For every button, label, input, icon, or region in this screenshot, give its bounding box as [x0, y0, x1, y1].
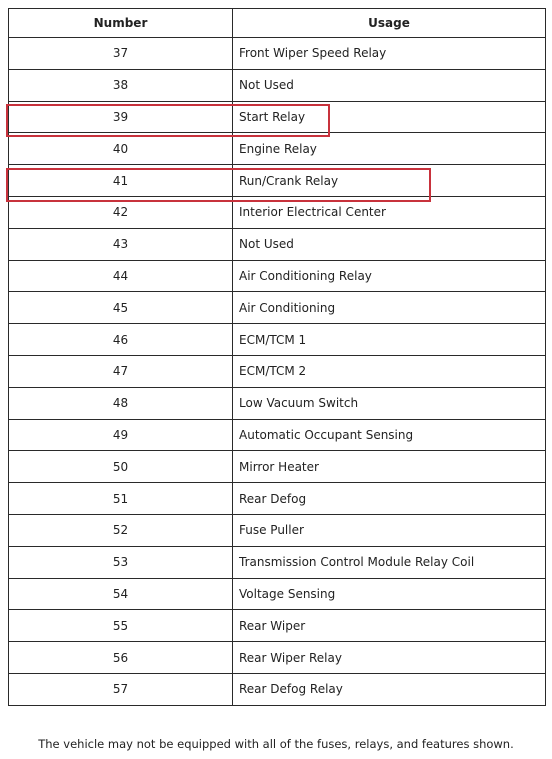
cell-usage: Rear Defog Relay: [233, 673, 546, 705]
table-row: [9, 292, 546, 324]
table-row: [9, 355, 546, 387]
cell-number: 41: [9, 165, 233, 197]
cell-number: 38: [9, 69, 233, 101]
table-row: [9, 228, 546, 260]
footnote: The vehicle may not be equipped with all of the fuses, relays, and features shown.: [38, 737, 514, 751]
table-row: [9, 451, 546, 483]
table-row: [9, 546, 546, 578]
table-row: [9, 324, 546, 356]
cell-usage: Front Wiper Speed Relay: [233, 38, 546, 70]
cell-usage: Rear Wiper Relay: [233, 642, 546, 674]
cell-number: 44: [9, 260, 233, 292]
cell-usage: Not Used: [233, 228, 546, 260]
cell-usage: Air Conditioning: [233, 292, 546, 324]
cell-number: 49: [9, 419, 233, 451]
cell-usage: Engine Relay: [233, 133, 546, 165]
table-row: [9, 673, 546, 705]
cell-number: 54: [9, 578, 233, 610]
table-row: [9, 260, 546, 292]
cell-number: 45: [9, 292, 233, 324]
fuse-relay-table: [8, 8, 546, 706]
table-row: [9, 133, 546, 165]
cell-usage: Fuse Puller: [233, 514, 546, 546]
column-header-usage: Usage: [233, 9, 546, 38]
column-header-number: Number: [9, 9, 233, 38]
cell-number: 51: [9, 483, 233, 515]
cell-number: 39: [9, 101, 233, 133]
cell-usage: Interior Electrical Center: [233, 196, 546, 228]
table-row: [9, 387, 546, 419]
cell-usage: Rear Defog: [233, 483, 546, 515]
cell-number: 50: [9, 451, 233, 483]
table-row: [9, 69, 546, 101]
cell-number: 46: [9, 324, 233, 356]
cell-number: 55: [9, 610, 233, 642]
table-row: [9, 610, 546, 642]
cell-usage: Rear Wiper: [233, 610, 546, 642]
table-row: [9, 196, 546, 228]
table-row: [9, 514, 546, 546]
table-body: [9, 38, 546, 706]
cell-usage: Mirror Heater: [233, 451, 546, 483]
cell-usage: Transmission Control Module Relay Coil: [233, 546, 546, 578]
cell-usage: Run/Crank Relay: [233, 165, 546, 197]
cell-usage: Low Vacuum Switch: [233, 387, 546, 419]
table-row: [9, 578, 546, 610]
cell-number: 57: [9, 673, 233, 705]
cell-number: 56: [9, 642, 233, 674]
cell-number: 48: [9, 387, 233, 419]
cell-number: 53: [9, 546, 233, 578]
table-row: [9, 419, 546, 451]
table-row: [9, 642, 546, 674]
table-row: [9, 38, 546, 70]
cell-number: 40: [9, 133, 233, 165]
table-row: [9, 165, 546, 197]
cell-usage: ECM/TCM 1: [233, 324, 546, 356]
cell-number: 47: [9, 355, 233, 387]
cell-number: 37: [9, 38, 233, 70]
cell-usage: Air Conditioning Relay: [233, 260, 546, 292]
cell-usage: Not Used: [233, 69, 546, 101]
cell-number: 42: [9, 196, 233, 228]
cell-number: 52: [9, 514, 233, 546]
table-header-row: [9, 9, 546, 38]
table-row: [9, 101, 546, 133]
cell-usage: Start Relay: [233, 101, 546, 133]
cell-usage: ECM/TCM 2: [233, 355, 546, 387]
cell-number: 43: [9, 228, 233, 260]
cell-usage: Automatic Occupant Sensing: [233, 419, 546, 451]
cell-usage: Voltage Sensing: [233, 578, 546, 610]
table-row: [9, 483, 546, 515]
